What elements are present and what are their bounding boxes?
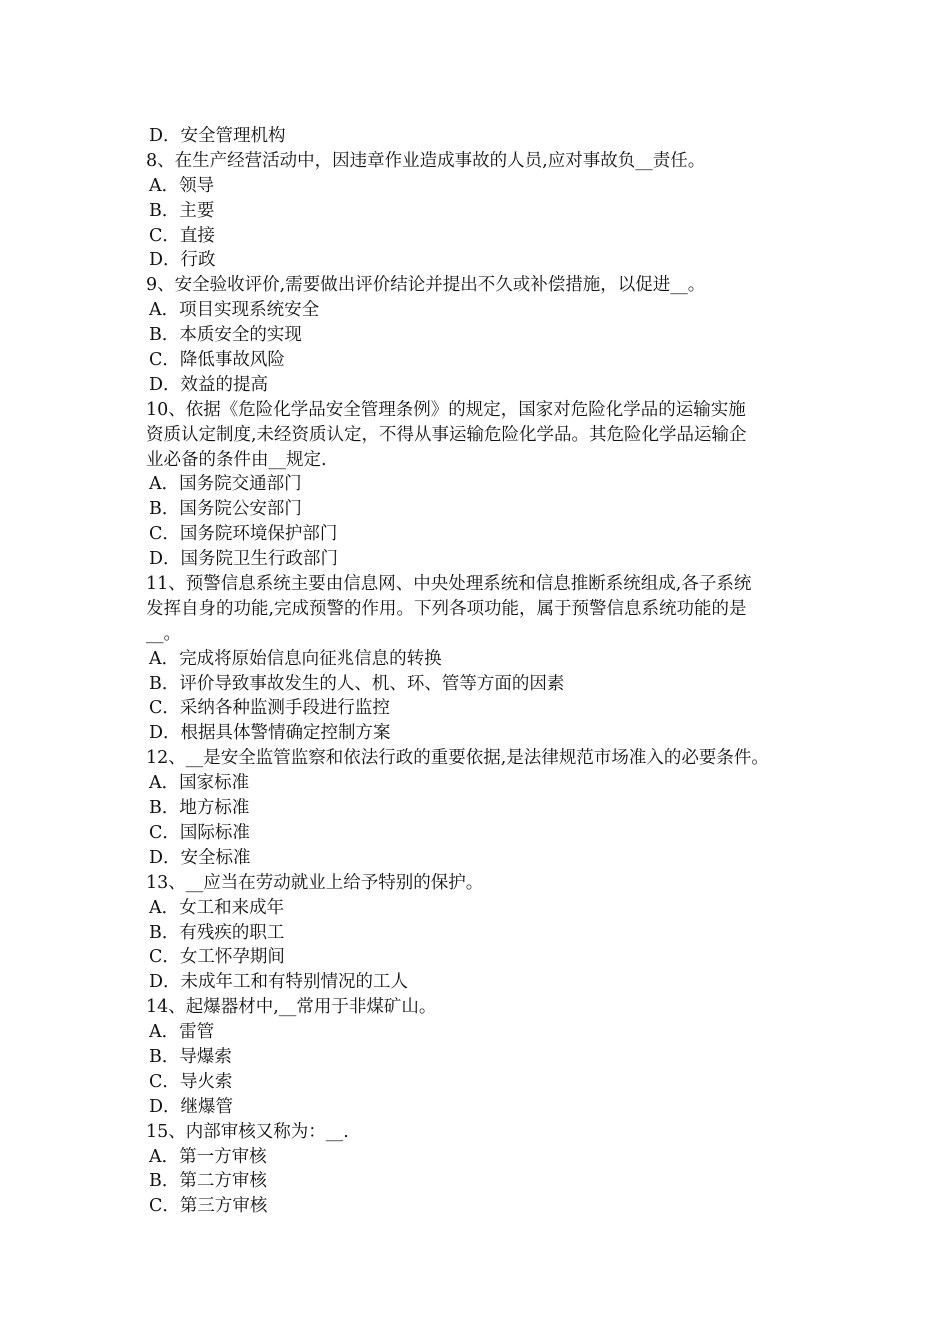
option-line: B．主要 (149, 200, 215, 221)
option-line: C．导火索 (149, 1071, 233, 1092)
option-line: C．采纳各种监测手段进行监控 (149, 698, 390, 719)
option-line: C．女工怀孕期间 (149, 947, 285, 968)
option-line: A．项目实现系统安全 (149, 300, 320, 321)
option-line: B．本质安全的实现 (149, 325, 302, 346)
question-line: 13、__应当在劳动就业上给予特别的保护。 (146, 872, 484, 893)
option-line: B．有残疾的职工 (149, 922, 285, 943)
option-line: A．雷管 (149, 1022, 215, 1043)
question-line: 发挥自身的功能,完成预警的作用。下列各项功能，属于预警信息系统功能的是 (146, 598, 747, 619)
question-line: 11、预警信息系统主要由信息网、中央处理系统和信息推断系统组成,各子系统 (146, 574, 752, 595)
question-line: 10、依据《危险化学品安全管理条例》的规定，国家对危险化学品的运输实施 (146, 399, 746, 420)
option-line: C．国际标准 (149, 822, 250, 843)
option-line: A．第一方审核 (149, 1146, 267, 1167)
question-line: 资质认定制度,未经资质认定，不得从事运输危险化学品。其危险化学品运输企 (146, 424, 747, 445)
option-line: A．领导 (149, 175, 215, 196)
option-line: D．行政 (149, 250, 216, 271)
question-line: 15、内部审核又称为：__. (146, 1121, 349, 1142)
option-line: D．继爆管 (149, 1096, 234, 1117)
option-line: B．国务院公安部门 (149, 499, 302, 520)
option-line: D．未成年工和有特别情况的工人 (149, 972, 409, 993)
question-line: 14、起爆器材中,__常用于非煤矿山。 (146, 997, 437, 1018)
option-line: B．评价导致事故发生的人、机、环、管等方面的因素 (149, 673, 565, 694)
option-line: B．第二方审核 (149, 1171, 267, 1192)
option-line: B．地方标准 (149, 798, 250, 819)
option-line: C．直接 (149, 225, 215, 246)
option-line: D．根据具体警情确定控制方案 (149, 723, 391, 744)
option-line: A．女工和来成年 (149, 897, 285, 918)
document-page (146, 124, 810, 1219)
option-line: A．完成将原始信息向征兆信息的转换 (149, 648, 442, 669)
question-line: 9、安全验收评价,需要做出评价结论并提出不久或补偿措施，以促进__。 (146, 275, 706, 296)
option-line: C．降低事故风险 (149, 350, 285, 371)
question-line: __。 (146, 623, 181, 644)
option-line: B．导爆索 (149, 1046, 232, 1067)
option-line: D．安全管理机构 (149, 126, 286, 146)
question-line: 业必备的条件由__规定. (146, 449, 327, 470)
option-line: A．国家标准 (149, 773, 250, 794)
option-line: D．效益的提高 (149, 374, 269, 395)
option-line: A．国务院交通部门 (149, 474, 302, 495)
option-line: C．国务院环境保护部门 (149, 524, 338, 545)
option-line: C．第三方审核 (149, 1196, 268, 1217)
option-line: D．国务院卫生行政部门 (149, 549, 339, 570)
question-line: 8、在生产经营活动中，因违章作业造成事故的人员,应对事故负__责任。 (146, 150, 706, 171)
option-line: D．安全标准 (149, 847, 251, 868)
question-line: 12、__是安全监管监察和依法行政的重要依据,是法律规范市场准入的必要条件。 (146, 748, 769, 769)
